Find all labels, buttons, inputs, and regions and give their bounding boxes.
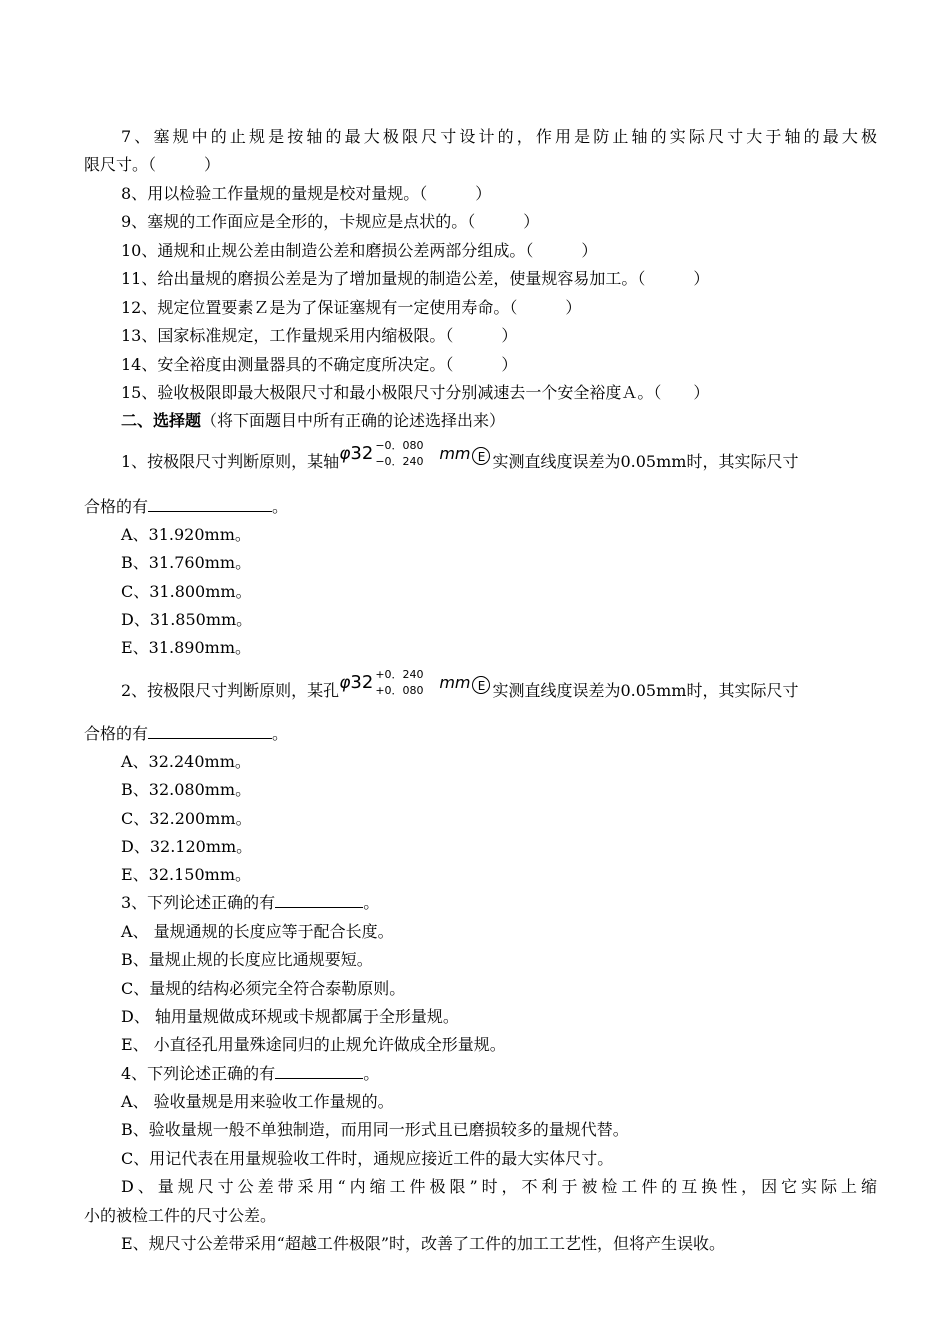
question-10: 10、通规和止规公差由制造公差和磨损公差两部分组成。（ ） [121, 241, 598, 260]
answer-blank [275, 889, 363, 908]
q4-option-b: B、验收量规一般不单独制造，而用同一形式且已磨损较多的量规代替。 [121, 1120, 629, 1139]
q1-option-c: C、31.800mm。 [121, 582, 252, 601]
question-7-continued: 限尺寸。（ ） [84, 155, 221, 174]
choice-question-3: 3、下列论述正确的有 。 [0, 889, 950, 917]
q3-option-d: D、 轴用量规做成环规或卡规都属于全形量规。 [121, 1007, 459, 1026]
question-9: 9、塞规的工作面应是全形的，卡规应是点状的。（ ） [121, 212, 540, 231]
question-11: 11、给出量规的磨损公差是为了增加量规的制造公差，使量规容易加工。（ ） [121, 269, 710, 288]
question-7: 7、塞规中的止规是按轴的最大极限尺寸设计的，作用是防止轴的实际尺寸大于轴的最大极 [121, 127, 877, 146]
section-title: 二、选择题 [121, 411, 202, 430]
question-14: 14、安全裕度由测量器具的不确定度所决定。（ ） [121, 355, 518, 374]
q2-option-e: E、32.150mm。 [121, 865, 252, 884]
section-subtitle: （将下面题目中所有正确的论述选择出来） [201, 411, 506, 430]
section-heading [0, 407, 950, 435]
choice-question-1-continued: 合格的有 。 [0, 493, 950, 521]
q2-option-c: C、32.200mm。 [121, 809, 252, 828]
shaft-tolerance: φ32 −0．080 −0．240 [339, 439, 424, 468]
answer-blank [148, 493, 272, 512]
q2-option-b: B、32.080mm。 [121, 780, 252, 799]
choice-question-2: 2、按极限尺寸判断原则，某孔φ32 +0．240 +0．080 mm E 实测直线度误差为0.05mm时，其实际尺寸 [0, 677, 950, 705]
q1-option-e: E、31.890mm。 [121, 638, 252, 657]
q3-option-b: B、量规止规的长度应比通规要短。 [121, 950, 373, 969]
q4-option-d-continued: 小的被检工件的尺寸公差。 [84, 1206, 277, 1225]
envelope-symbol: E [472, 676, 490, 694]
q3-option-e: E、 小直径孔用量殊途同归的止规允许做成全形量规。 [121, 1035, 506, 1054]
q2-option-a: A、32.240mm。 [121, 752, 251, 771]
question-8: 8、用以检验工作量规的量规是校对量规。（ ） [121, 184, 492, 203]
q3-option-a: A、 量规通规的长度应等于配合长度。 [121, 922, 394, 941]
question-15: 15、验收极限即最大极限尺寸和最小极限尺寸分别减速去一个安全裕度Ａ。（ ） [121, 383, 710, 402]
q4-option-d: D、量规尺寸公差带采用“内缩工件极限”时，不利于被检工件的互换性，因它实际上缩 [121, 1177, 877, 1196]
q2-option-d: D、32.120mm。 [121, 837, 253, 856]
question-13: 13、国家标准规定，工作量规采用内缩极限。（ ） [121, 326, 518, 345]
q1-option-a: A、31.920mm。 [121, 525, 251, 544]
question-12: 12、规定位置要素Ｚ是为了保证塞规有一定使用寿命。（ ） [121, 298, 582, 317]
answer-blank [148, 720, 272, 739]
choice-question-4: 4、下列论述正确的有 。 [0, 1060, 950, 1088]
choice-question-2-continued: 合格的有 。 [0, 720, 950, 748]
q4-option-c: C、用记代表在用量规验收工件时，通规应接近工件的最大实体尺寸。 [121, 1149, 614, 1168]
q3-option-c: C、量规的结构必须完全符合泰勒原则。 [121, 979, 406, 998]
answer-blank [275, 1060, 363, 1079]
q1-option-d: D、31.850mm。 [121, 610, 253, 629]
hole-tolerance: φ32 +0．240 +0．080 [339, 668, 424, 697]
q4-option-e: E、规尺寸公差带采用“超越工件极限”时，改善了工件的加工工艺性，但将产生误收。 [121, 1234, 726, 1253]
choice-question-1: 1、按极限尺寸判断原则，某轴φ32 −0．080 −0．240 mm E 实测直线度误差为0.05mm时，其实际尺寸 [0, 448, 950, 476]
q4-option-a: A、 验收量规是用来验收工作量规的。 [121, 1092, 394, 1111]
envelope-symbol: E [472, 447, 490, 465]
q1-option-b: B、31.760mm。 [121, 553, 252, 572]
